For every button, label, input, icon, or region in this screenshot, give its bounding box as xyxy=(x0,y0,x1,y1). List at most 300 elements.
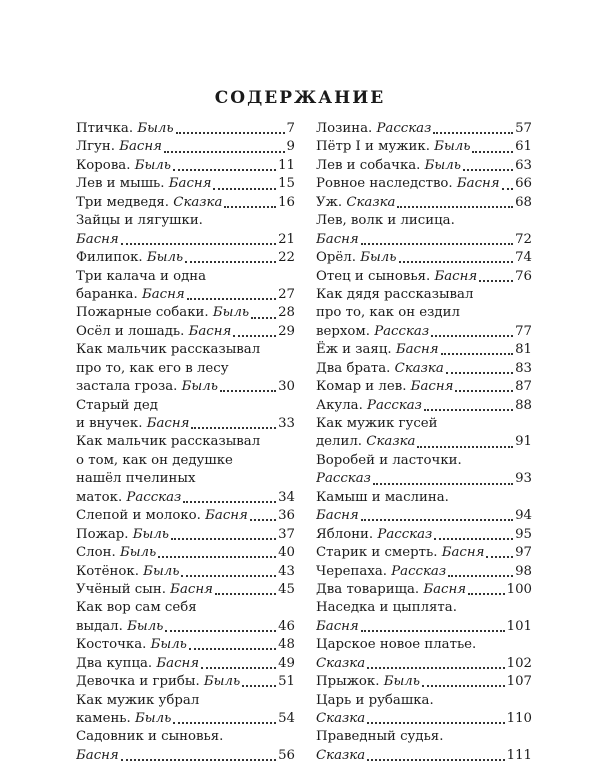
dot-leader xyxy=(367,667,504,669)
toc-entry-line xyxy=(76,599,295,617)
entry-genre: Быль xyxy=(135,711,172,726)
entry-page-number: 57 xyxy=(515,121,532,136)
toc-entry[interactable] xyxy=(316,544,532,562)
toc-entry-line xyxy=(76,249,295,267)
toc-entry-line xyxy=(76,563,295,581)
toc-entry[interactable] xyxy=(316,120,532,138)
dot-leader xyxy=(250,519,276,521)
toc-entry-line xyxy=(316,692,532,710)
entry-page-number: 11 xyxy=(278,157,295,173)
toc-entry[interactable] xyxy=(316,286,532,341)
entry-page-number: 43 xyxy=(278,563,295,579)
toc-entry-line xyxy=(76,360,295,378)
entry-page-number: 46 xyxy=(278,618,295,634)
toc-entry[interactable] xyxy=(316,636,532,673)
dot-leader xyxy=(431,335,513,337)
toc-entry-line xyxy=(76,341,295,359)
page-title: СОДЕРЖАНИЕ xyxy=(214,88,386,108)
entry-page-number: 9 xyxy=(286,139,295,155)
entry-genre: Рассказ xyxy=(316,471,371,487)
toc-entry-line xyxy=(76,507,295,525)
entry-title: Лгун. xyxy=(76,139,115,155)
toc-entry-line xyxy=(76,710,295,728)
entry-title: Лозина. xyxy=(316,121,373,136)
toc-entry[interactable] xyxy=(316,212,532,249)
entry-genre: Быль xyxy=(424,157,461,173)
toc-entry[interactable] xyxy=(76,268,295,305)
entry-title: про то, как его в лесу xyxy=(76,360,229,376)
entry-page-number: 83 xyxy=(515,360,532,376)
toc-entry-line xyxy=(316,618,532,636)
dot-leader xyxy=(173,169,276,171)
toc-entry[interactable] xyxy=(316,673,532,691)
entry-title: Филипок. xyxy=(76,250,143,266)
entry-title: Садовник и сыновья. xyxy=(76,729,224,745)
toc-right-column xyxy=(316,120,532,765)
entry-genre: Басня xyxy=(316,618,359,634)
entry-genre: Басня xyxy=(141,286,185,302)
entry-page-number: 49 xyxy=(278,655,295,671)
toc-entry-line xyxy=(76,581,295,599)
entry-genre: Басня xyxy=(423,581,467,597)
toc-entry-line xyxy=(76,728,295,746)
toc-entry[interactable] xyxy=(316,194,532,212)
entry-genre: Быль xyxy=(203,674,241,690)
toc-left-column xyxy=(76,120,295,765)
toc-entry-line xyxy=(76,138,295,156)
toc-entry[interactable] xyxy=(76,138,295,156)
entry-page-number: 56 xyxy=(278,747,295,763)
entry-title: Царское новое платье. xyxy=(316,637,477,653)
entry-genre: Басня xyxy=(316,231,359,247)
dot-leader xyxy=(176,132,285,134)
entry-title: Косточка. xyxy=(76,637,147,653)
entry-genre: Сказка xyxy=(394,360,444,376)
entry-title: делил. xyxy=(316,434,363,450)
entry-page-number: 61 xyxy=(515,139,532,155)
dot-leader xyxy=(121,243,276,245)
toc-entry-line xyxy=(76,286,295,304)
entry-page-number: 77 xyxy=(515,323,532,339)
dot-leader xyxy=(165,630,276,632)
toc-entry-line xyxy=(76,397,295,415)
toc-entry[interactable] xyxy=(76,655,295,673)
toc-entry[interactable] xyxy=(76,175,295,193)
entry-genre: Басня xyxy=(434,268,478,284)
dot-leader xyxy=(373,483,513,485)
entry-page-number: 37 xyxy=(278,526,295,542)
toc-entry-line xyxy=(316,304,532,322)
toc-entry[interactable] xyxy=(316,249,532,267)
dot-leader xyxy=(191,427,276,429)
entry-page-number: 91 xyxy=(515,434,532,450)
entry-genre: Басня xyxy=(316,508,359,524)
dot-leader xyxy=(173,722,276,724)
toc-entry-line xyxy=(76,433,295,451)
toc-entry-line xyxy=(76,212,295,230)
dot-leader xyxy=(213,188,276,190)
entry-genre: Басня xyxy=(146,416,190,431)
entry-page-number: 29 xyxy=(278,323,295,339)
toc-entry-line xyxy=(316,231,532,249)
dot-leader xyxy=(434,538,513,540)
entry-page-number: 66 xyxy=(515,176,532,192)
toc-entry[interactable] xyxy=(76,397,295,434)
entry-page-number: 98 xyxy=(515,563,532,579)
dot-leader xyxy=(185,261,276,263)
toc-entry-line xyxy=(316,728,532,746)
entry-title: Акула. xyxy=(316,397,363,413)
entry-genre: Басня xyxy=(119,139,162,155)
entry-title: Прыжок. xyxy=(316,674,380,690)
entry-page-number: 74 xyxy=(515,250,532,266)
entry-title: Как мужик гусей xyxy=(316,416,438,431)
entry-genre: Рассказ xyxy=(391,563,447,579)
toc-entry-line xyxy=(316,581,532,599)
entry-title: Слон. xyxy=(76,545,116,561)
toc-entry[interactable] xyxy=(316,489,532,526)
entry-page-number: 76 xyxy=(515,268,532,284)
entry-title: Как дядя рассказывал xyxy=(316,286,474,302)
entry-title: Уж. xyxy=(316,194,343,210)
dot-leader xyxy=(224,206,276,208)
dot-leader xyxy=(446,372,513,374)
entry-title: Птичка. xyxy=(76,121,134,136)
dot-leader xyxy=(424,409,513,411)
entry-genre: Рассказ xyxy=(126,489,182,505)
toc-entry-line xyxy=(316,268,532,286)
entry-genre: Сказка xyxy=(316,711,366,726)
entry-title: Лев, волк и лисица. xyxy=(316,213,455,229)
entry-page-number: 110 xyxy=(506,711,532,726)
toc-entry[interactable] xyxy=(316,599,532,636)
entry-genre: Басня xyxy=(441,545,485,561)
entry-title: Лев и мышь. xyxy=(76,176,165,192)
entry-genre: Быль xyxy=(383,674,421,690)
dot-leader xyxy=(242,685,276,687)
toc-entry-line xyxy=(316,212,532,230)
dot-leader xyxy=(189,648,276,650)
toc-entry[interactable] xyxy=(316,268,532,286)
entry-page-number: 15 xyxy=(278,176,295,192)
toc-entry-line xyxy=(316,138,532,156)
toc-entry-line xyxy=(316,673,532,691)
entry-title: выдал. xyxy=(76,618,123,634)
entry-title: Отец и сыновья. xyxy=(316,268,431,284)
toc-entry-line xyxy=(316,397,532,415)
entry-title: Старый дед xyxy=(76,397,158,413)
toc-entry-line xyxy=(76,655,295,673)
entry-title: про то, как он ездил xyxy=(316,305,460,321)
dot-leader xyxy=(201,667,276,669)
toc-entry[interactable] xyxy=(316,581,532,599)
entry-title: Царь и рубашка. xyxy=(316,692,434,708)
entry-page-number: 63 xyxy=(515,157,532,173)
entry-title: Как мужик убрал xyxy=(76,692,200,708)
dot-leader xyxy=(121,759,276,761)
entry-genre: Рассказ xyxy=(374,323,430,339)
entry-title: Наседка и цыплята. xyxy=(316,600,457,616)
toc-entry[interactable] xyxy=(316,452,532,489)
dot-leader xyxy=(187,298,276,300)
dot-leader xyxy=(397,206,513,208)
toc-entry[interactable] xyxy=(76,323,295,341)
entry-title: Как вор сам себя xyxy=(76,600,197,616)
entry-title: Орёл. xyxy=(316,250,356,266)
toc-entry[interactable] xyxy=(76,673,295,691)
entry-title: Черепаха. xyxy=(316,563,387,579)
entry-title: Два купца. xyxy=(76,655,153,671)
entry-title: Ёж и заяц. xyxy=(316,342,392,358)
dot-leader xyxy=(417,446,513,448)
dot-leader xyxy=(361,630,505,632)
toc-entry[interactable] xyxy=(76,433,295,507)
entry-title: о том, как он дедушке xyxy=(76,452,233,468)
toc-entry[interactable] xyxy=(76,544,295,562)
toc-entry-line xyxy=(76,157,295,175)
toc-entry-line xyxy=(316,452,532,470)
toc-entry-line xyxy=(76,378,295,396)
entry-genre: Рассказ xyxy=(376,121,432,136)
toc-entry[interactable] xyxy=(76,120,295,138)
entry-page-number: 87 xyxy=(515,379,532,395)
entry-page-number: 94 xyxy=(515,508,532,524)
toc-entry[interactable] xyxy=(76,563,295,581)
toc-entry[interactable] xyxy=(76,212,295,249)
toc-entry[interactable] xyxy=(316,157,532,175)
toc-entry-line xyxy=(316,360,532,378)
toc-entry[interactable] xyxy=(76,636,295,654)
entry-title: Ровное наследство. xyxy=(316,176,453,192)
entry-genre: Быль xyxy=(134,157,172,173)
entry-title: баранка. xyxy=(76,286,138,302)
toc-entry-line xyxy=(316,489,532,507)
toc-entry-line xyxy=(76,470,295,488)
entry-title: маток. xyxy=(76,489,123,505)
entry-page-number: 95 xyxy=(515,526,532,542)
toc-entry-line xyxy=(316,544,532,562)
dot-leader xyxy=(158,556,276,558)
toc-entry-line xyxy=(316,710,532,728)
entry-genre: Басня xyxy=(205,508,248,524)
entry-genre: Рассказ xyxy=(377,526,433,542)
entry-page-number: 54 xyxy=(278,711,295,726)
toc-entry[interactable] xyxy=(316,415,532,452)
entry-genre: Рассказ xyxy=(367,397,422,413)
toc-entry-line xyxy=(76,618,295,636)
entry-page-number: 21 xyxy=(278,231,295,247)
entry-genre: Быль xyxy=(137,121,174,136)
dot-leader xyxy=(433,132,513,134)
entry-page-number: 27 xyxy=(278,286,295,302)
dot-leader xyxy=(463,169,513,171)
toc-entry-line xyxy=(316,526,532,544)
toc-entry-line xyxy=(316,378,532,396)
toc-entry[interactable] xyxy=(76,194,295,212)
entry-genre: Быль xyxy=(132,526,170,542)
toc-entry-line xyxy=(76,544,295,562)
toc-entry-line xyxy=(316,415,532,433)
entry-title: Яблони. xyxy=(316,526,374,542)
entry-page-number: 51 xyxy=(278,674,295,690)
toc-entry[interactable] xyxy=(316,138,532,156)
dot-leader xyxy=(455,390,513,392)
entry-title: камень. xyxy=(76,711,131,726)
dot-leader xyxy=(183,501,276,503)
entry-title: Котёнок. xyxy=(76,563,139,579)
entry-title: Два брата. xyxy=(316,360,391,376)
toc-entry-line xyxy=(316,636,532,654)
entry-page-number: 33 xyxy=(278,416,295,431)
entry-page-number: 72 xyxy=(515,231,532,247)
toc-entry[interactable] xyxy=(76,526,295,544)
entry-title: Праведный судья. xyxy=(316,729,444,745)
toc-entry[interactable] xyxy=(316,378,532,396)
entry-genre: Басня xyxy=(410,379,454,395)
entry-genre: Быль xyxy=(212,305,250,321)
entry-page-number: 48 xyxy=(278,637,295,653)
entry-genre: Басня xyxy=(76,231,119,247)
toc-entry[interactable] xyxy=(316,397,532,415)
entry-page-number: 93 xyxy=(515,471,532,487)
toc-entry[interactable] xyxy=(316,341,532,359)
dot-leader xyxy=(361,243,513,245)
entry-page-number: 40 xyxy=(278,545,295,561)
toc-entry-line xyxy=(316,175,532,193)
entry-title: Учёный сын. xyxy=(76,581,166,597)
entry-title: Пётр I и мужик. xyxy=(316,139,430,155)
toc-entry[interactable] xyxy=(76,728,295,765)
toc-entry-line xyxy=(316,286,532,304)
dot-leader xyxy=(171,538,276,540)
entry-genre: Быль xyxy=(119,545,157,561)
entry-genre: Быль xyxy=(146,250,184,266)
entry-genre: Быль xyxy=(434,139,471,155)
entry-page-number: 111 xyxy=(506,747,532,763)
toc-entry-line xyxy=(316,323,532,341)
entry-genre: Сказка xyxy=(316,655,366,671)
toc-entry[interactable] xyxy=(76,692,295,729)
toc-entry-line xyxy=(76,268,295,286)
toc-entry-line xyxy=(316,341,532,359)
dot-leader xyxy=(399,261,514,263)
dot-leader xyxy=(215,593,276,595)
toc-entry[interactable] xyxy=(76,507,295,525)
entry-title: Три калача и одна xyxy=(76,268,207,284)
entry-title: Девочка и грибы. xyxy=(76,674,200,690)
toc-entry-line xyxy=(76,120,295,138)
entry-page-number: 16 xyxy=(278,194,295,210)
toc-entry[interactable] xyxy=(76,249,295,267)
entry-page-number: 7 xyxy=(286,121,295,136)
dot-leader xyxy=(164,151,285,153)
entry-page-number: 81 xyxy=(515,342,532,358)
toc-entry-line xyxy=(76,452,295,470)
toc-entry-line xyxy=(76,175,295,193)
toc-entry[interactable] xyxy=(316,360,532,378)
dot-leader xyxy=(486,556,513,558)
entry-page-number: 102 xyxy=(506,655,532,671)
entry-title: нашёл пчелиных xyxy=(76,471,196,487)
entry-genre: Басня xyxy=(168,176,212,192)
entry-page-number: 30 xyxy=(278,379,295,395)
dot-leader xyxy=(367,759,504,761)
dot-leader xyxy=(468,593,505,595)
entry-title: Пожарные собаки. xyxy=(76,305,209,321)
toc-entry[interactable] xyxy=(76,341,295,396)
toc-entry-line xyxy=(76,304,295,322)
dot-leader xyxy=(479,280,513,282)
dot-leader xyxy=(181,575,276,577)
entry-page-number: 101 xyxy=(506,618,532,634)
entry-page-number: 34 xyxy=(278,489,295,505)
entry-genre: Сказка xyxy=(346,194,396,210)
dot-leader xyxy=(233,335,276,337)
entry-title: верхом. xyxy=(316,323,370,339)
toc-entry[interactable] xyxy=(316,175,532,193)
entry-title: Пожар. xyxy=(76,526,129,542)
entry-genre: Сказка xyxy=(366,434,416,450)
toc-entry[interactable] xyxy=(76,599,295,636)
entry-title: Комар и лев. xyxy=(316,379,407,395)
entry-genre: Сказка xyxy=(173,194,223,210)
toc-entry[interactable] xyxy=(316,563,532,581)
toc-entry[interactable] xyxy=(76,157,295,175)
entry-page-number: 22 xyxy=(278,250,295,266)
entry-genre: Быль xyxy=(150,637,187,653)
toc-entry-line xyxy=(316,507,532,525)
toc-entry-line xyxy=(76,323,295,341)
entry-genre: Быль xyxy=(360,250,397,266)
entry-genre: Басня xyxy=(188,323,232,339)
toc-entry-line xyxy=(76,489,295,507)
toc-entry-line xyxy=(316,433,532,451)
toc-entry-line xyxy=(76,526,295,544)
dot-leader xyxy=(220,390,276,392)
entry-title: Зайцы и лягушки. xyxy=(76,213,203,229)
toc-entry-line xyxy=(76,415,295,433)
toc-entry[interactable] xyxy=(316,692,532,729)
toc-entry[interactable] xyxy=(316,728,532,765)
entry-title: Два товарища. xyxy=(316,581,420,597)
toc-entry-line xyxy=(316,120,532,138)
toc-entry[interactable] xyxy=(76,581,295,599)
entry-genre: Быль xyxy=(181,379,218,395)
entry-title: Как мальчик рассказывал xyxy=(76,342,261,358)
dot-leader xyxy=(502,188,513,190)
entry-title: Корова. xyxy=(76,157,131,173)
dot-leader xyxy=(367,722,504,724)
toc-entry[interactable] xyxy=(316,526,532,544)
entry-page-number: 107 xyxy=(506,674,532,690)
entry-genre: Басня xyxy=(395,342,439,358)
toc-entry-line xyxy=(316,470,532,488)
entry-genre: Быль xyxy=(127,618,164,634)
toc-entry-line xyxy=(76,673,295,691)
toc-entry[interactable] xyxy=(76,304,295,322)
toc-entry-line xyxy=(316,249,532,267)
entry-title: застала гроза. xyxy=(76,379,178,395)
dot-leader xyxy=(361,519,513,521)
toc-entry-line xyxy=(76,692,295,710)
entry-page-number: 45 xyxy=(278,581,295,597)
entry-title: Три медведя. xyxy=(76,194,170,210)
entry-title: Старик и смерть. xyxy=(316,545,438,561)
entry-page-number: 36 xyxy=(278,508,295,524)
entry-genre: Басня xyxy=(156,655,200,671)
entry-genre: Быль xyxy=(143,563,180,579)
entry-title: Слепой и молоко. xyxy=(76,508,201,524)
